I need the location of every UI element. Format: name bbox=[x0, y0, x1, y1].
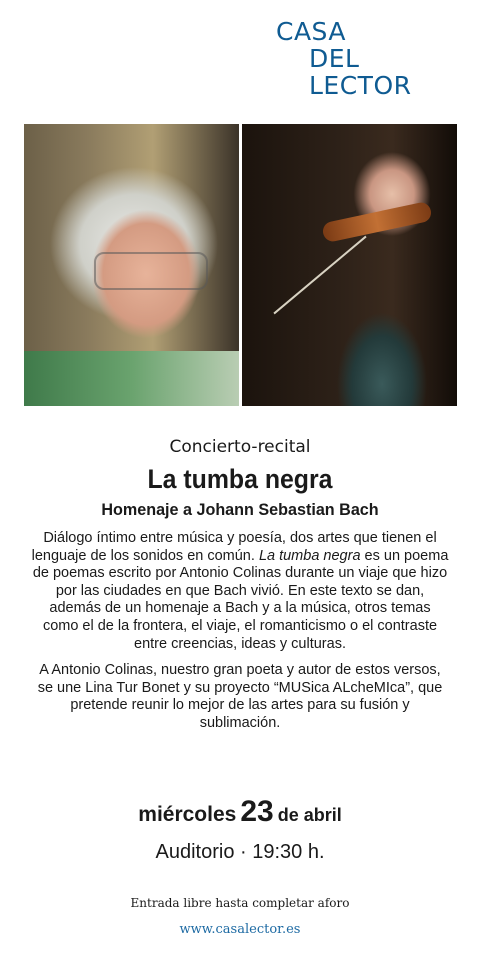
event-content bbox=[0, 436, 480, 733]
description-text-a: Diálogo íntimo entre música y poesía, dos artes que tienen el lenguaje de los sonidos en común. bbox=[31, 530, 437, 564]
event-title: La tumba negra bbox=[147, 464, 333, 494]
shirt-shape bbox=[24, 351, 239, 406]
glasses-shape bbox=[94, 252, 208, 290]
casa-del-lector-logo bbox=[276, 18, 412, 99]
event-date bbox=[0, 795, 480, 829]
poem-title-italic: La tumba negra bbox=[258, 547, 361, 564]
date-day: 23 bbox=[240, 795, 274, 828]
logo-line-2: DEL bbox=[309, 44, 360, 73]
description-text-b: es un poema de poemas escrito por Antonio Colinas durante un viaje que hizo por las ciudades en que Bach vivió. En este texto se dan, además de un homenaje a Bach y a la música, otros temas como el de la frontera, el viaje, el romanticismo o el contraste entre creencias, ideas y culturas. bbox=[32, 547, 449, 652]
violinist-photo bbox=[242, 124, 457, 406]
event-venue-time: Auditorio · 19:30 h. bbox=[155, 841, 325, 863]
date-month: de abril bbox=[277, 805, 342, 825]
date-weekday: miércoles bbox=[138, 803, 237, 826]
description-paragraph-1 bbox=[30, 530, 450, 653]
bow-shape bbox=[273, 236, 366, 315]
event-homage: Homenaje a Johann Sebastian Bach bbox=[101, 500, 379, 519]
event-type: Concierto-recital bbox=[169, 437, 311, 457]
violin-shape bbox=[321, 201, 433, 243]
logo-line-3: LECTOR bbox=[309, 71, 412, 100]
website-link[interactable]: www.casalector.es bbox=[179, 922, 301, 937]
admission-note: Entrada libre hasta completar aforo bbox=[130, 896, 350, 910]
photo-strip bbox=[24, 124, 457, 406]
poet-portrait-photo bbox=[24, 124, 239, 406]
description-paragraph-2: A Antonio Colinas, nuestro gran poeta y autor de estos versos, se une Lina Tur Bonet y su proyecto “MUSica ALcheMIca”, que pretende reunir lo mejor de las artes para su fusión y sublimación. bbox=[37, 662, 443, 731]
logo-line-1: CASA bbox=[276, 17, 346, 46]
